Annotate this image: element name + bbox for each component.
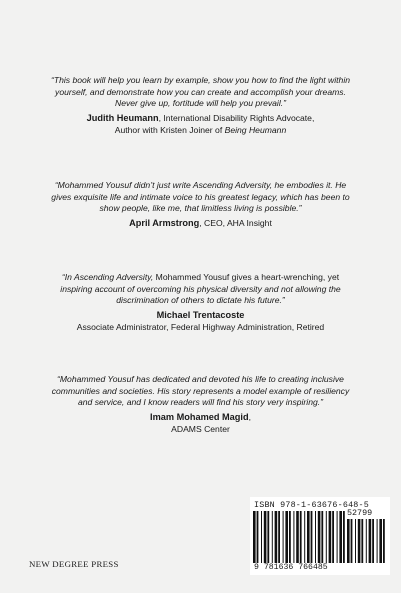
endorsement-magid <box>22 374 379 435</box>
attribution-heumann-line2 <box>22 125 379 137</box>
quote-line: “Mohammed Yousuf didn’t just write Ascending Adversity, he embodies it. He <box>54 180 347 190</box>
quote-line: “Mohammed Yousuf has dedicated and devoted his life to creating inclusive <box>57 374 344 384</box>
quote-line: gives exquisite life and intimate voice to his greatest legacy, which has been to <box>51 191 350 202</box>
quote-line: show people, like me, that limitless living is possible.” <box>99 203 302 214</box>
quote-fragment: Mohammed Yousuf gives a heart-wrenching, yet <box>155 272 340 282</box>
attribution-magid <box>22 411 379 424</box>
quote-line: yourself, and demonstrate how you can create and accomplish your dreams. <box>55 86 346 97</box>
price-code: 52799 <box>347 508 373 518</box>
isbn-barcode <box>250 497 390 575</box>
quote-magid <box>22 374 379 409</box>
book-title: Being Heumann <box>224 124 287 135</box>
quote-line: communities and societies. His story represents a model example of resiliency <box>51 385 350 396</box>
ean-barcode-bars <box>253 511 345 563</box>
quote-line <box>22 272 379 284</box>
attribution-trentacoste <box>22 309 379 322</box>
author-role: , CEO, AHA Insight <box>199 218 272 229</box>
author-role: , International Disability Rights Advocate, <box>158 113 315 124</box>
author-role: Associate Administrator, Federal Highway Administration, Retired <box>76 321 325 332</box>
endorsement-heumann <box>22 75 379 136</box>
author-name: April Armstrong <box>129 218 200 229</box>
attribution-heumann <box>22 112 379 125</box>
quote-heumann <box>22 75 379 110</box>
attribution-armstrong <box>22 217 379 230</box>
quote-trentacoste <box>22 272 379 307</box>
addon-barcode-bars <box>347 519 385 563</box>
author-name: Michael Trentacoste <box>156 310 245 321</box>
quote-fragment: “In Ascending Adversity, <box>61 272 156 282</box>
barcode-digits: 9 781636 766485 <box>254 563 328 572</box>
author-name: Judith Heumann <box>86 113 159 124</box>
author-name: Imam Mohamed Magid <box>150 412 249 423</box>
author-role-line2: Author with Kristen Joiner of <box>114 124 225 135</box>
publisher-name: NEW DEGREE PRESS <box>29 559 119 569</box>
quote-armstrong <box>22 180 379 215</box>
author-role: ADAMS Center <box>171 423 230 434</box>
endorsement-trentacoste <box>22 272 379 333</box>
isbn-label: ISBN 978-1-63676-648-5 <box>254 500 369 510</box>
quote-line: inspiring account of overcoming his physical diversity and not allowing the <box>60 283 341 294</box>
quote-line: Never give up, fortitude will help you prevail.” <box>114 98 286 109</box>
name-suffix: , <box>248 412 251 423</box>
quote-line: discrimination of others to dictate his future.” <box>116 295 285 306</box>
quote-line: and service, and I know readers will find his story very inspiring.” <box>77 397 324 408</box>
quote-line: “This book will help you learn by example, show you how to find the light within <box>50 75 351 85</box>
endorsement-armstrong <box>22 180 379 230</box>
